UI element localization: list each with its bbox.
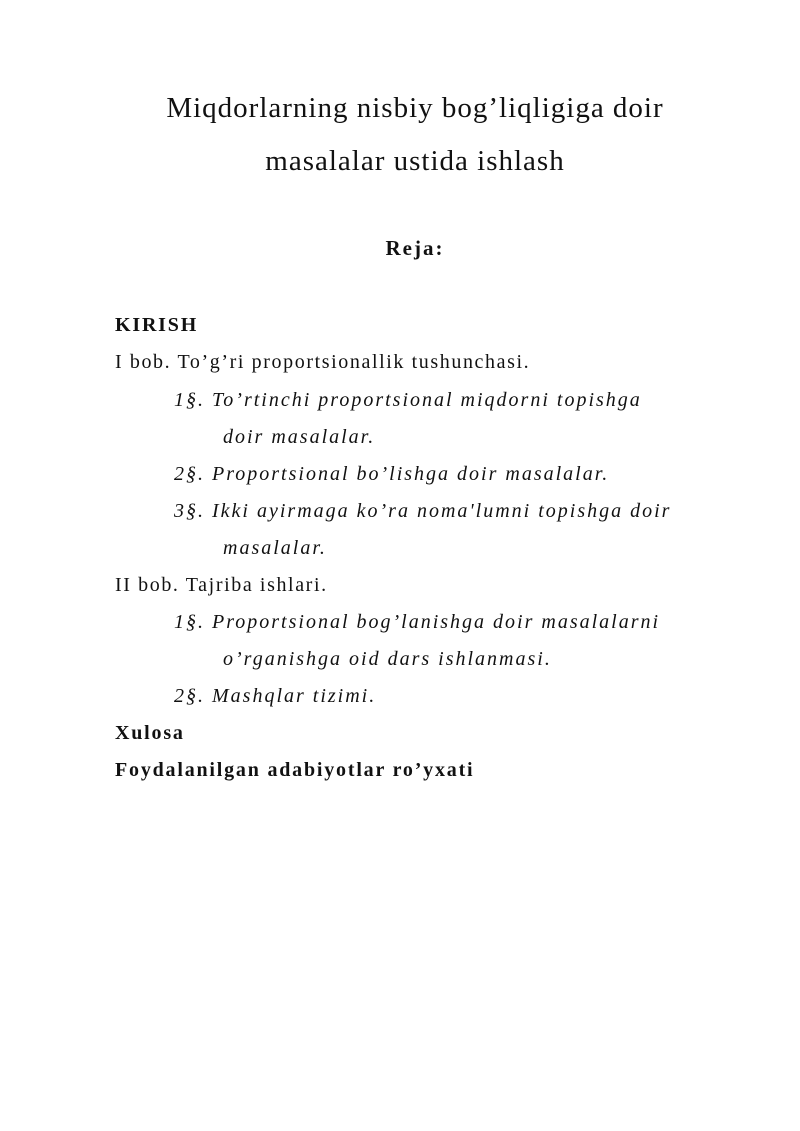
toc-chapter-1-section-1-line-1: 1§. To’rtinchi proportsional miqdorni topishga — [174, 389, 642, 411]
toc-chapter-1-section-1-line-2: doir masalalar. — [223, 426, 376, 448]
toc-chapter-1-section-3-line-2: masalalar. — [223, 537, 327, 559]
toc-chapter-2-section-1-line-1: 1§. Proportsional bog’lanishga doir masalalarni — [174, 611, 661, 633]
toc-chapter-1: I bob. To’g’ri proportsionallik tushunchasi. — [115, 351, 531, 373]
document-title-line-1: Miqdorlarning nisbiy bog’liqligiga doir — [166, 92, 664, 124]
toc-intro: KIRISH — [115, 314, 199, 336]
toc-chapter-2: II bob. Tajriba ishlari. — [115, 574, 328, 596]
toc-chapter-1-section-3-line-1: 3§. Ikki ayirmaga ko’ra noma'lumni topishga doir — [174, 500, 672, 522]
toc-conclusion: Xulosa — [115, 722, 185, 744]
plan-heading: Reja: — [385, 236, 445, 260]
toc-chapter-1-section-2: 2§. Proportsional bo’lishga doir masalalar. — [174, 463, 610, 485]
toc-references: Foydalanilgan adabiyotlar ro’yxati — [115, 759, 475, 781]
toc-chapter-2-section-1-line-2: o’rganishga oid dars ishlanmasi. — [223, 648, 552, 670]
document-title-line-2: masalalar ustida ishlash — [265, 145, 565, 177]
toc-chapter-2-section-2: 2§. Mashqlar tizimi. — [174, 685, 377, 707]
